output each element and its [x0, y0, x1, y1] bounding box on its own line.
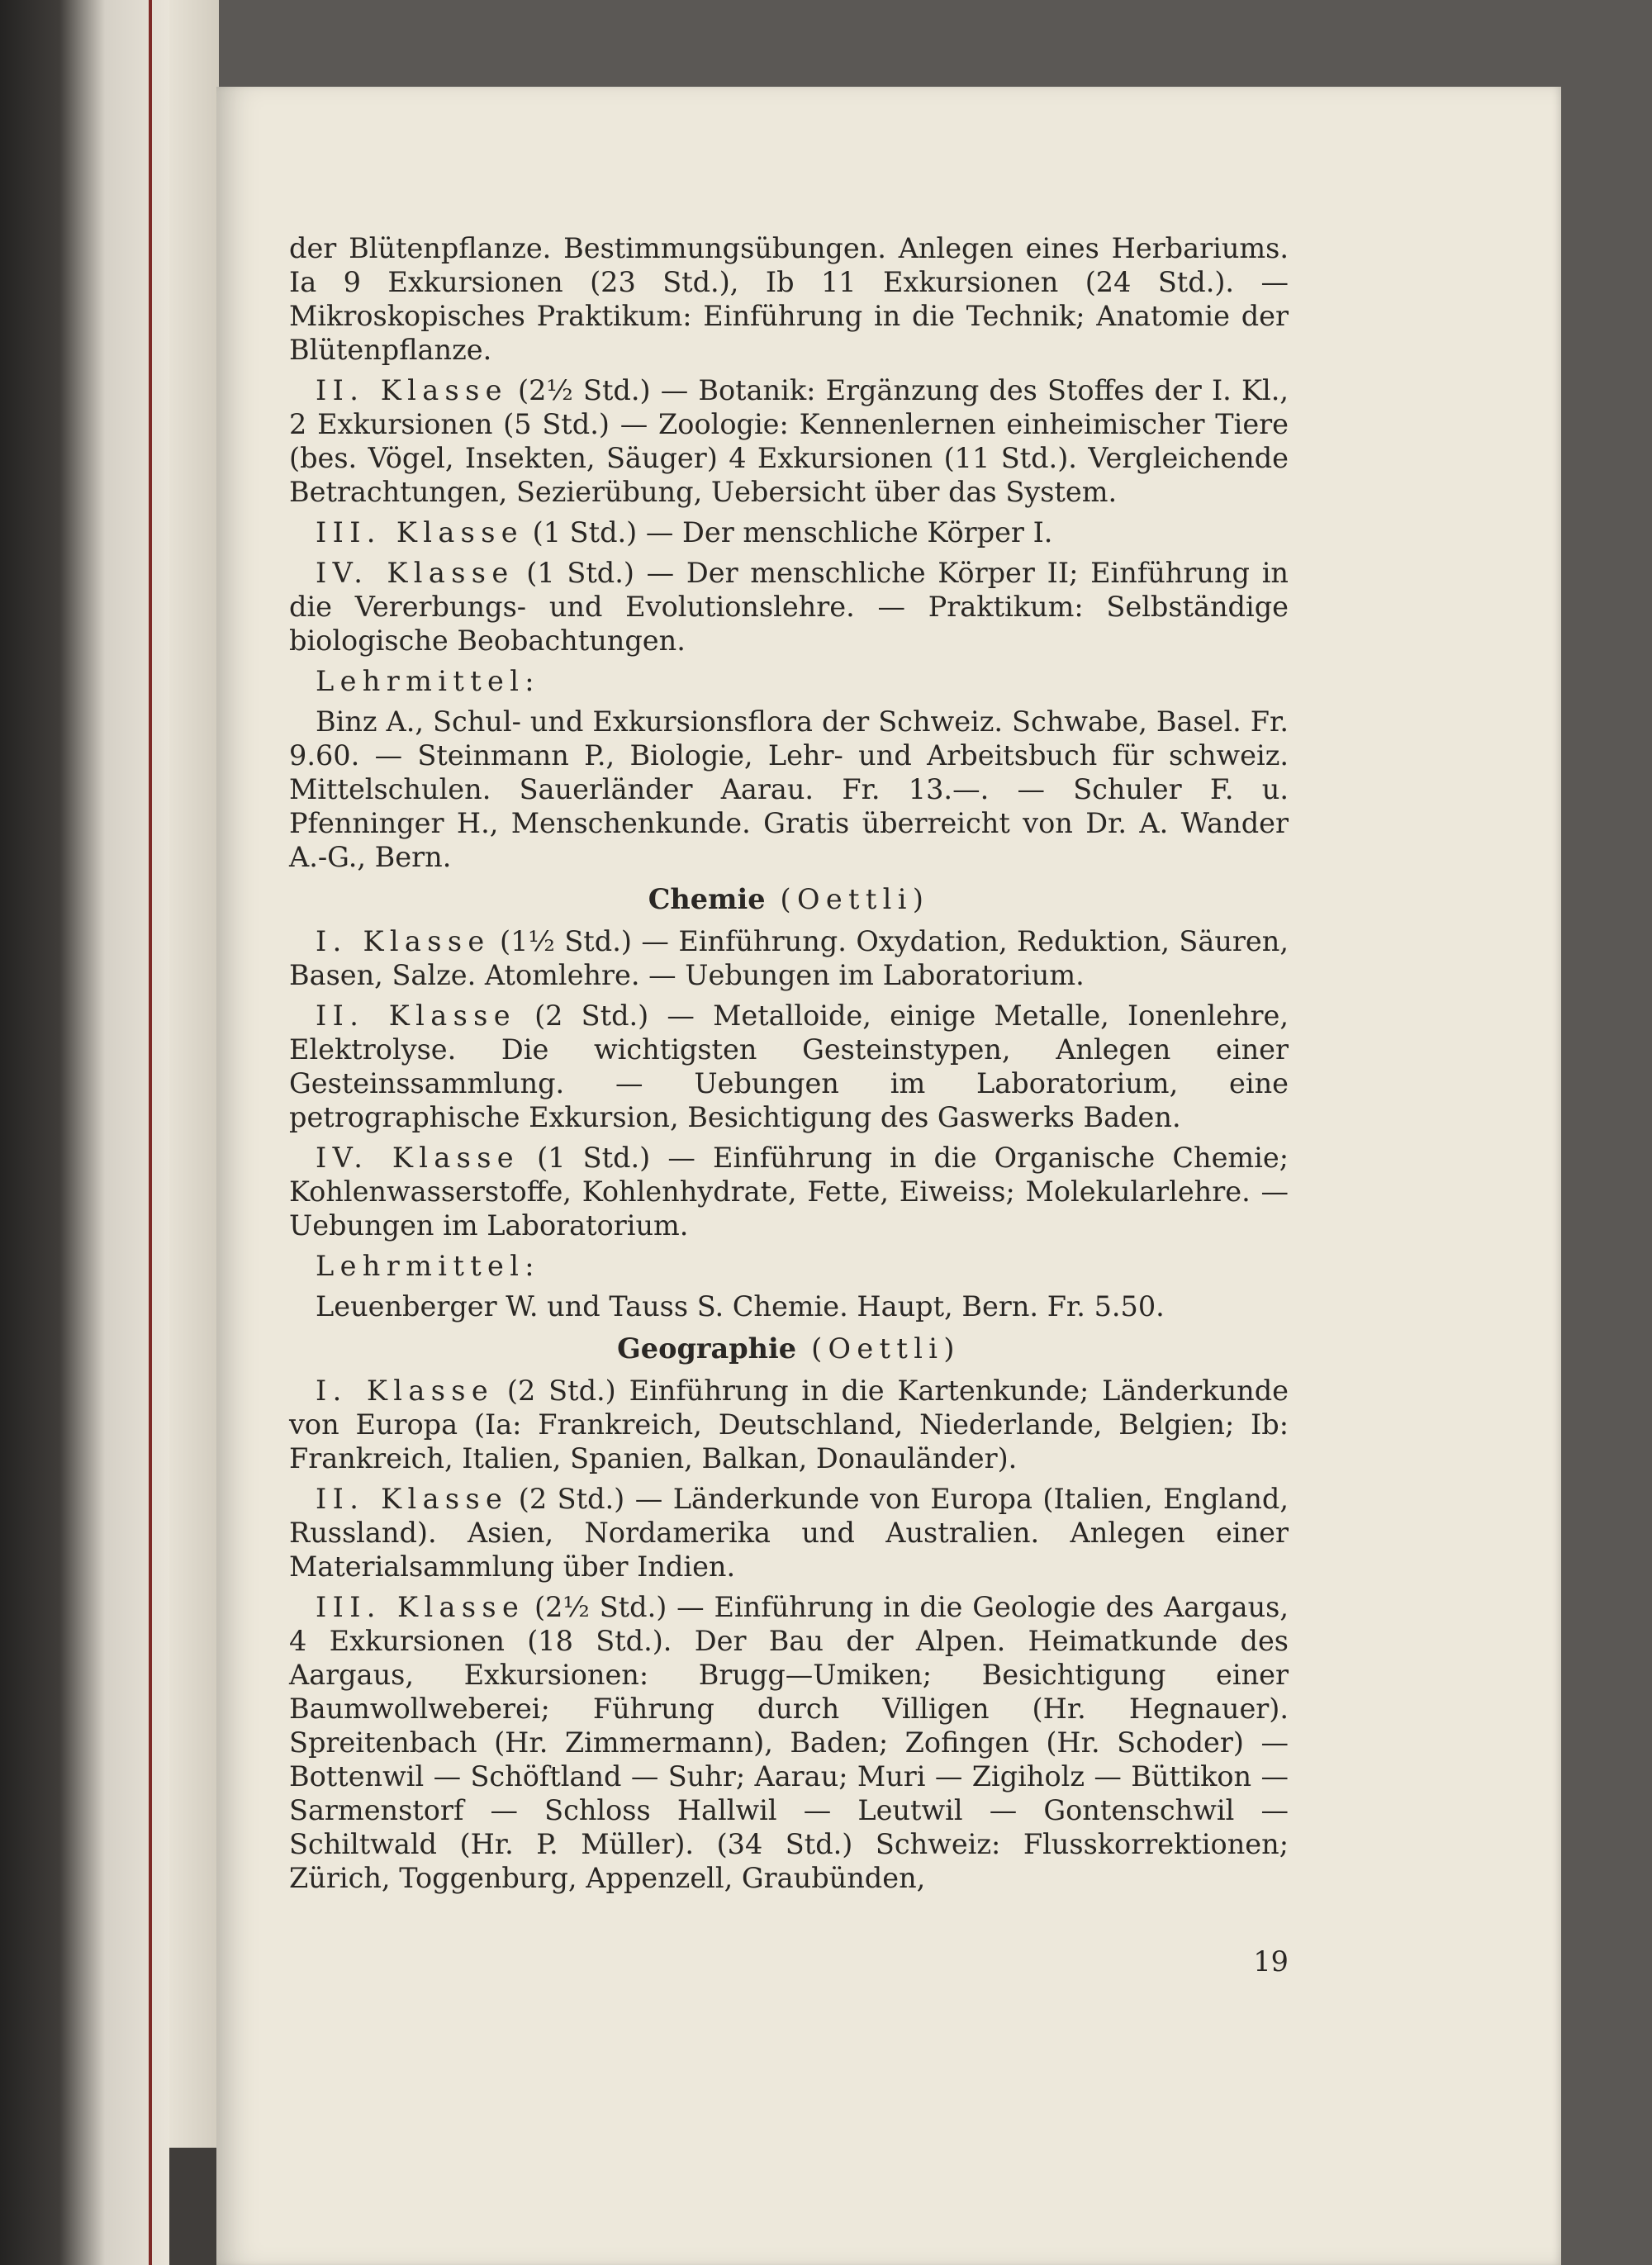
class-label: II. Klasse: [316, 374, 508, 406]
page-text: [289, 231, 1289, 1902]
spine-bookmark-ribbon: [149, 0, 152, 2265]
class-label: IV. Klasse: [316, 557, 515, 589]
class-label: II. Klasse: [316, 1000, 516, 1032]
left-page-edge: [169, 0, 219, 2265]
section-heading-geographie: Geographie (Oettli): [617, 1332, 961, 1365]
class-label: I. Klasse: [316, 1375, 495, 1407]
gutter-shadow: [169, 2148, 219, 2265]
book-spine-shadow: [0, 0, 169, 2265]
teaching-materials-label: Lehrmittel:: [316, 1250, 540, 1282]
class-label: III. Klasse: [316, 516, 524, 548]
paragraph-class-2-biology: II. Klasse (2½ Std.) — Botanik: Ergänzung des Stoffes der I. Kl., 2 Exkursionen (5 Std.) — Zoologie: Kennenlernen einheimischer Tiere (bes. Vögel, Insekten, Säuger) 4 Exkursionen (11 Std.). Vergleichende Betrachtungen, Sezierübung, Uebersicht über das System.: [289, 374, 1289, 508]
paragraph-class-2-geography: II. Klasse (2 Std.) — Länderkunde von Europa (Italien, England, Russland). Asien, Nordamerika und Australien. Anlegen einer Materialsammlung über Indien.: [289, 1483, 1289, 1583]
paragraph-botany-intro: der Blütenpflanze. Bestimmungsübungen. Anlegen eines Herbariums. Ia 9 Exkursionen (23 Std.), Ib 11 Exkursionen (24 Std.). — Mikroskopisches Praktikum: Einführung in die Technik; Anatomie der Blütenpflanze.: [289, 232, 1289, 366]
paragraph-class-1-geography: I. Klasse (2 Std.) Einführung in die Kartenkunde; Länderkunde von Europa (Ia: Frankreich, Deutschland, Niederlande, Belgien; Ib: Frankreich, Italien, Spanien, Balkan, Donauländer).: [289, 1375, 1289, 1474]
paragraph-class-1-chemistry: I. Klasse (1½ Std.) — Einführung. Oxydation, Reduktion, Säuren, Basen, Salze. Atomlehre. — Uebungen im Laboratorium.: [289, 925, 1289, 991]
section-heading-chemie: Chemie (Oettli): [648, 883, 930, 915]
paragraph-class-2-chemistry: II. Klasse (2 Std.) — Metalloide, einige Metalle, Ionenlehre, Elektrolyse. Die wichtigsten Gesteinstypen, Anlegen einer Gesteinssammlung. — Uebungen im Laboratorium, eine petrographische Exkursion, Besichtigung des Gaswerks Baden.: [289, 1000, 1289, 1133]
class-label: III. Klasse: [316, 1591, 525, 1623]
class-label: IV. Klasse: [316, 1142, 520, 1174]
class-label: II. Klasse: [316, 1483, 509, 1515]
class-label: I. Klasse: [316, 925, 491, 957]
page-number: 19: [1253, 1945, 1289, 1978]
paragraph-class-4-biology: IV. Klasse (1 Std.) — Der menschliche Körper II; Einführung in die Vererbungs- und Evolutionslehre. — Praktikum: Selbständige biologische Beobachtungen.: [289, 557, 1289, 657]
paragraph-class-3-geography: III. Klasse (2½ Std.) — Einführung in die Geologie des Aargaus, 4 Exkursionen (18 Std.). Der Bau der Alpen. Heimatkunde des Aargaus, Exkursionen: Brugg—Umiken; Besichtigung einer Baumwollweberei; Führung durch Villigen (Hr. Hegnauer). Spreitenbach (Hr. Zimmermann), Baden; Zofingen (Hr. Schoder) — Bottenwil — Schöftland — Suhr; Aarau; Muri — Zigiholz — Büttikon — Sarmenstorf — Schloss Hallwil — Leutwil — Gontenschwil — Schiltwald (Hr. P. Müller). (34 Std.) Schweiz: Flusskorrektionen; Zürich, Toggenburg, Appenzell, Graubünden,: [289, 1591, 1289, 1894]
paragraph-chemistry-materials: Leuenberger W. und Tauss S. Chemie. Haupt, Bern. Fr. 5.50.: [316, 1290, 1165, 1322]
paragraph-biology-materials: Binz A., Schul- und Exkursionsflora der Schweiz. Schwabe, Basel. Fr. 9.60. — Steinmann P., Biologie, Lehr- und Arbeitsbuch für schweiz. Mittelschulen. Sauerländer Aarau. Fr. 13.—. — Schuler F. u. Pfenninger H., Menschenkunde. Gratis überreicht von Dr. A. Wander A.-G., Bern.: [289, 705, 1289, 873]
teaching-materials-label: Lehrmittel:: [316, 665, 540, 697]
paragraph-class-4-chemistry: IV. Klasse (1 Std.) — Einführung in die Organische Chemie; Kohlenwasserstoffe, Kohlenhydrate, Fette, Eiweiss; Molekularlehre. — Uebungen im Laboratorium.: [289, 1142, 1289, 1242]
paragraph-class-3-biology: III. Klasse (1 Std.) — Der menschliche Körper I.: [316, 516, 1053, 548]
